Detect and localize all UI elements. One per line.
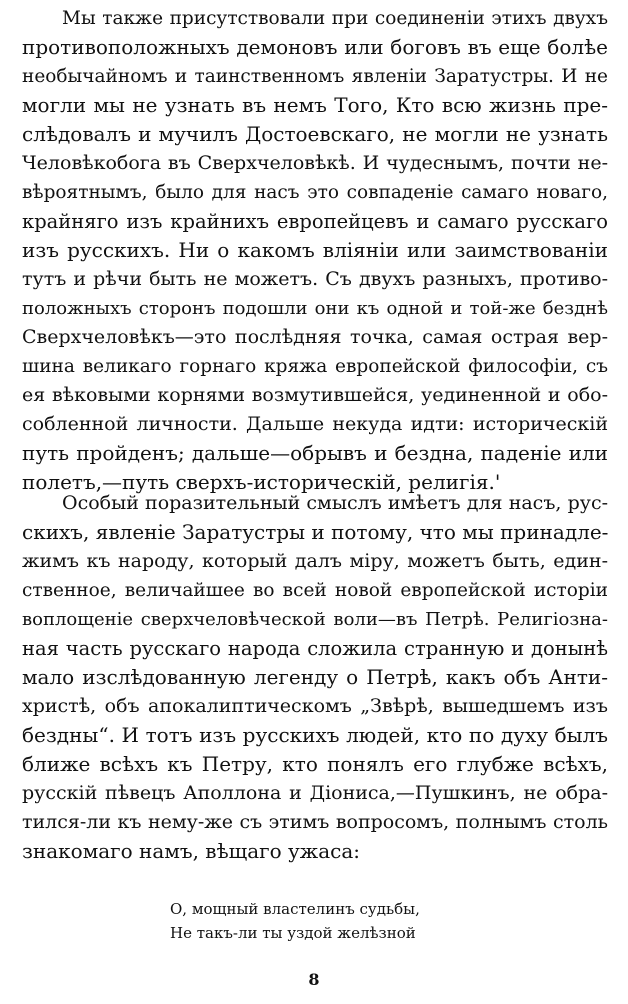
text-line: путь пройденъ; дальше—обрывъ и бездна, паденiе или: [22, 441, 608, 465]
text-line: противоположныхъ демоновъ или боговъ въ еще болѣе: [22, 35, 608, 59]
paragraph-2: [22, 489, 608, 866]
text-line: бездны“. И тотъ изъ русскихъ людей, кто по духу былъ: [22, 723, 608, 747]
paragraph-1: [22, 4, 608, 497]
text-line: ная часть русскаго народа сложила странную и донынѣ: [22, 637, 608, 660]
text-line: мало изслѣдованную легенду о Петрѣ, какъ объ Анти-: [22, 665, 608, 689]
text-line: собленной личности. Дальше некуда идти: историческiй: [22, 413, 608, 435]
verse-line: О, мощный властелинъ судьбы,: [170, 900, 420, 918]
text-line: крайняго изъ крайнихъ европейцевъ и самаго русскаго: [22, 210, 608, 233]
text-line: слѣдовалъ и мучилъ Достоевскаго, не могли не узнать: [22, 122, 608, 146]
text-line: положныхъ сторонъ подошли они къ одной и той-же безднѣ: [22, 298, 608, 319]
text-line: жимъ къ народу, который далъ мiру, можетъ быть, един-: [22, 550, 608, 572]
verse-line: Не такъ-ли ты уздой желѣзной: [170, 924, 416, 942]
text-line: скихъ, явленiе Заратустры и потому, что мы принадле-: [22, 520, 608, 544]
text-line: воплощенiе сверхчеловѣческой воли—въ Петрѣ. Религiозна-: [22, 609, 608, 630]
text-line: тутъ и рѣчи быть не можетъ. Съ двухъ разныхъ, противо-: [22, 268, 608, 290]
text-line: необычайномъ и таинственномъ явленiи Заратустры. И не: [22, 66, 608, 87]
text-line: русскiй пѣвецъ Аполлона и Дiониса,—Пушкинъ, не обра-: [22, 782, 608, 804]
page-number: 8: [308, 970, 320, 989]
text-line: тился-ли къ нему-же съ этимъ вопросомъ, полнымъ столь: [22, 811, 608, 833]
text-line: шина великаго горнаго кряжа европейской философiи, съ: [22, 356, 608, 377]
text-line: знакомаго намъ, вѣщаго ужаса:: [22, 839, 360, 863]
text-line: ственное, величайшее во всей новой европейской исторiи: [22, 580, 608, 601]
text-line: изъ русскихъ. Ни о какомъ влiянiи или заимствованiи: [22, 238, 608, 262]
text-line: Мы также присутствовали при соединенiи этихъ двухъ: [62, 8, 608, 29]
text-line: Особый поразительный смыслъ имѣетъ для насъ, рус-: [62, 492, 608, 514]
text-line: ближе всѣхъ къ Петру, кто понялъ его глубже всѣхъ,: [22, 752, 608, 776]
text-line: христѣ, объ апокалиптическомъ „Звѣрѣ, вышедшемъ изъ: [22, 695, 608, 717]
text-line: вѣроятнымъ, было для насъ это совпаденiе самаго новаго,: [22, 182, 608, 203]
verse-quote: [170, 897, 470, 945]
text-line: могли мы не узнать въ немъ Того, Кто всю жизнь пре-: [22, 93, 608, 117]
text-line: полетъ,—путь сверхъ-историческiй, религiя.': [22, 470, 501, 494]
text-line: Сверхчеловѣкъ—это послѣдняя точка, самая острая вер-: [22, 326, 608, 348]
text-line: Человѣкобога въ Сверхчеловѣкѣ. И чудеснымъ, почти не-: [22, 152, 608, 174]
text-line: ея вѣковыми корнями возмутившейся, уединенной и обо-: [22, 384, 608, 406]
